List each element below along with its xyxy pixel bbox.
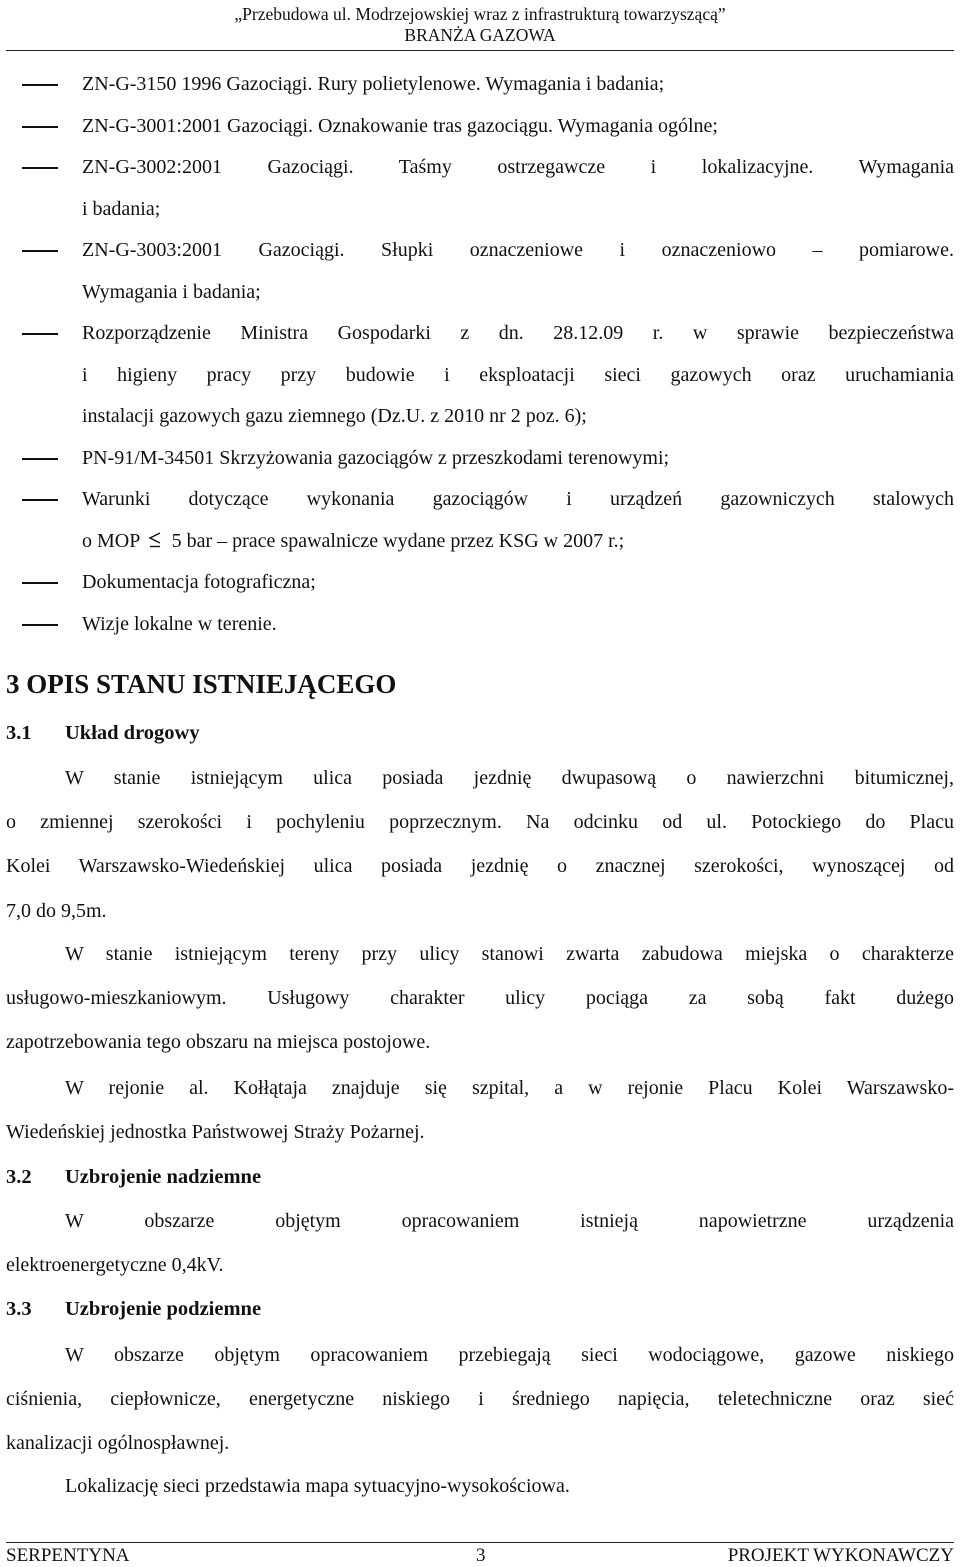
paragraph-line: o zmiennej szerokości i pochyleniu poprzecznym. Na odcinku od ul. Potockiego do Placu <box>6 811 954 834</box>
paragraph <box>6 1333 954 1466</box>
list-item-text: ZN-G-3001:2001 Gazociągi. Oznakowanie tras gazociągu. Wymagania ogólne; <box>82 114 718 137</box>
header-project-title: „Przebudowa ul. Modrzejowskiej wraz z infrastrukturą towarzyszącą” <box>234 4 726 24</box>
list-item <box>0 64 960 106</box>
paragraph-line: W stanie istniejącym tereny przy ulicy stanowi zwarta zabudowa miejska o charakterze <box>65 943 954 965</box>
list-item-text: Rozporządzenie Ministra Gospodarki z dn. 28.12.09 r. w sprawie bezpieczeństwa <box>82 322 954 344</box>
page-footer <box>6 1545 954 1567</box>
paragraph-line: W obszarze objętym opracowaniem istnieją napowietrzne urządzenia <box>65 1210 954 1232</box>
section-number: 3.2 <box>6 1166 32 1188</box>
list-item <box>0 230 960 313</box>
list-item-text: ZN-G-3150 1996 Gazociągi. Rury polietylenowe. Wymagania i badania; <box>82 73 665 95</box>
list-item <box>0 438 960 480</box>
mop-label: o MOP <box>82 529 140 552</box>
paragraph-line: kanalizacji ogólnospławnej. <box>6 1432 230 1455</box>
list-item-text: PN-91/M-34501 Skrzyżowania gazociągów z przeszkodami terenowymi; <box>82 446 670 469</box>
section-3-heading: 3 OPIS STANU ISTNIEJĄCEGO <box>6 669 397 699</box>
page-number: 3 <box>476 1545 486 1566</box>
paragraph-line: usługowo-mieszkaniowym. Usługowy charakter ulicy pociąga za sobą fakt dużego <box>6 987 954 1010</box>
paragraph-line: zapotrzebowania tego obszaru na miejsca postojowe. <box>6 1031 431 1054</box>
footer-rule <box>6 1542 954 1543</box>
list-item <box>0 604 960 646</box>
list-item-text: ZN-G-3003:2001 Gazociągi. Słupki oznaczeniowe i oznaczeniowo – pomiarowe. <box>82 239 954 261</box>
paragraph <box>6 756 954 933</box>
reference-list <box>0 64 960 645</box>
section-title: Układ drogowy <box>65 722 200 744</box>
section-number: 3.1 <box>6 722 32 744</box>
list-item <box>0 313 960 438</box>
section-title: Uzbrojenie nadziemne <box>65 1166 262 1188</box>
list-item-text: ZN-G-3002:2001 Gazociągi. Taśmy ostrzegawcze i lokalizacyjne. Wymagania <box>82 156 954 178</box>
list-item-text: Wizje lokalne w terenie. <box>82 612 277 635</box>
list-item-text: Wymagania i badania; <box>82 280 261 303</box>
section-3-3-heading <box>6 1294 261 1324</box>
list-item-text: Warunki dotyczące wykonania gazociągów i urządzeń gazowniczych stalowych <box>82 488 954 510</box>
paragraph <box>6 1199 954 1287</box>
paragraph-line: elektroenergetyczne 0,4kV. <box>6 1254 224 1277</box>
paragraph-line: W stanie istniejącym ulica posiada jezdnię dwupasową o nawierzchni bitumicznej, <box>65 767 954 789</box>
less-or-equal-icon <box>145 530 167 550</box>
paragraph-line: Wiedeńskiej jednostka Państwowej Straży Pożarnej. <box>6 1121 425 1144</box>
list-item <box>0 479 960 562</box>
paragraph-line: W rejonie al. Kołłątaja znajduje się szpital, a w rejonie Placu Kolei Warszawsko- <box>65 1077 954 1099</box>
section-number: 3.3 <box>6 1298 32 1320</box>
section-title: Uzbrojenie podziemne <box>65 1298 262 1320</box>
paragraph <box>6 1464 954 1508</box>
list-item <box>0 106 960 148</box>
paragraph-line: Kolei Warszawsko-Wiedeńskiej ulica posiada jezdnię o znacznej szerokości, wynoszącej od <box>6 855 954 878</box>
footer-left: SERPENTYNA <box>6 1545 130 1566</box>
list-item-text: i badania; <box>82 197 161 220</box>
paragraph-line: W obszarze objętym opracowaniem przebiegają sieci wodociągowe, gazowe niskiego <box>65 1344 954 1366</box>
paragraph <box>6 1066 954 1154</box>
paragraph <box>6 932 954 1065</box>
list-item-text: Dokumentacja fotograficzna; <box>82 571 316 593</box>
list-item-text: i higieny pracy przy budowie i eksploatacji sieci gazowych oraz uruchamiania <box>82 363 954 386</box>
footer-right: PROJEKT WYKONAWCZY <box>727 1545 954 1566</box>
section-3-1-heading <box>6 718 200 748</box>
page-header <box>0 4 960 46</box>
list-item <box>0 147 960 230</box>
list-item-text <box>82 521 954 563</box>
header-branch: BRANŻA GAZOWA <box>404 25 556 45</box>
paragraph-line: Lokalizację sieci przedstawia mapa sytuacyjno-wysokościowa. <box>65 1475 570 1497</box>
paragraph-line: 7,0 do 9,5m. <box>6 899 107 922</box>
list-item <box>0 562 960 604</box>
section-3-2-heading <box>6 1162 261 1192</box>
list-item-text: instalacji gazowych gazu ziemnego (Dz.U. z 2010 nr 2 poz. 6); <box>82 405 587 427</box>
mop-text: 5 bar – prace spawalnicze wydane przez KSG w 2007 r.; <box>171 529 625 552</box>
paragraph-line: ciśnienia, ciepłownicze, energetyczne niskiego i średniego napięcia, teletechniczne oraz sieć <box>6 1388 954 1411</box>
header-rule <box>6 50 954 51</box>
